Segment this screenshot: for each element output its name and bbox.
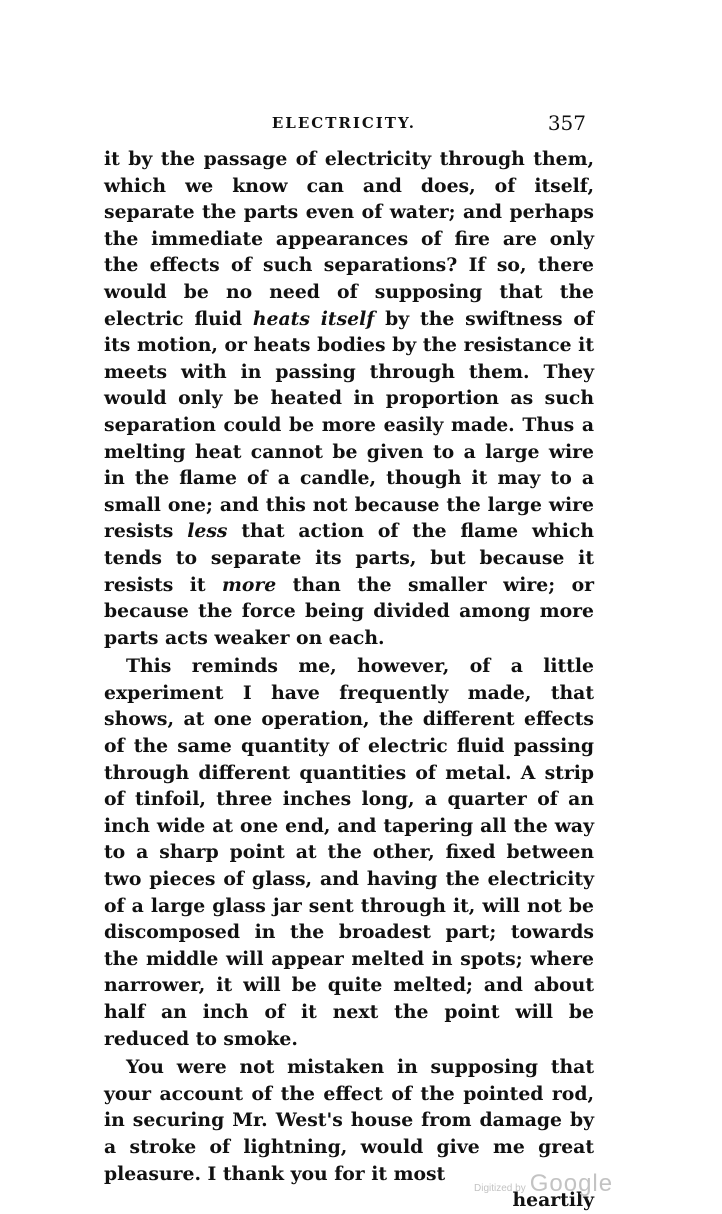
paragraph-1 [104,146,594,651]
watermark-prefix: Digitized by [474,1183,526,1194]
text-run: that action of the flame which tends to separate its parts, but because it resists it [104,520,594,596]
body-text [104,146,594,1214]
text-run: it by the passage of electricity through them, which we know can and does, of itself, separate the parts even of water; and perhaps the immediate appearances of fire are only the effects of such separations? If so, there would be no need of supposing that the electric fluid [104,148,594,330]
watermark-brand: Google [529,1170,614,1197]
text-run: by the swiftness of its motion, or heats bodies by the resistance it meets with in passing through them. They would only be heated in proportion as such separation could be more easily made. Thus a melting heat cannot be given to a large wire in the flame of a candle, though it may to a small one; and this not because the large wire resists [104,307,595,543]
text-run: than the smaller wire; or because the force being divided among more parts acts weaker on each. [104,573,594,649]
page-number: 357 [547,111,586,135]
paragraph-2: This reminds me, however, of a little experiment I have frequently made, that shows, at one operation, the different effects of the same quantity of electric fluid passing through different quantities of metal. A strip of tinfoil, three inches long, a quarter of an inch wide at one end, and tapering all the way to a sharp point at the other, fixed between two pieces of glass, and having the electricity of a large glass jar sent through it, will not be discomposed in the broadest part; towards the middle will appear melted in spots; where narrower, it will be quite melted; and about half an inch of it next the point will be reduced to smoke. [104,655,594,1050]
google-watermark [474,1170,613,1198]
paragraph-3: You were not mistaken in supposing that your account of the effect of the pointed rod, in securing Mr. West's house from damage by a stroke of lightning, would give me great pleasure. I thank you for it most [104,1056,594,1185]
page-header [104,108,586,138]
paragraph-3-last-line: heartily [512,1189,594,1212]
emphasis: more [222,573,277,596]
running-head: ELECTRICITY. [271,114,416,132]
emphasis: heats itself [252,307,375,330]
emphasis: less [187,520,228,543]
